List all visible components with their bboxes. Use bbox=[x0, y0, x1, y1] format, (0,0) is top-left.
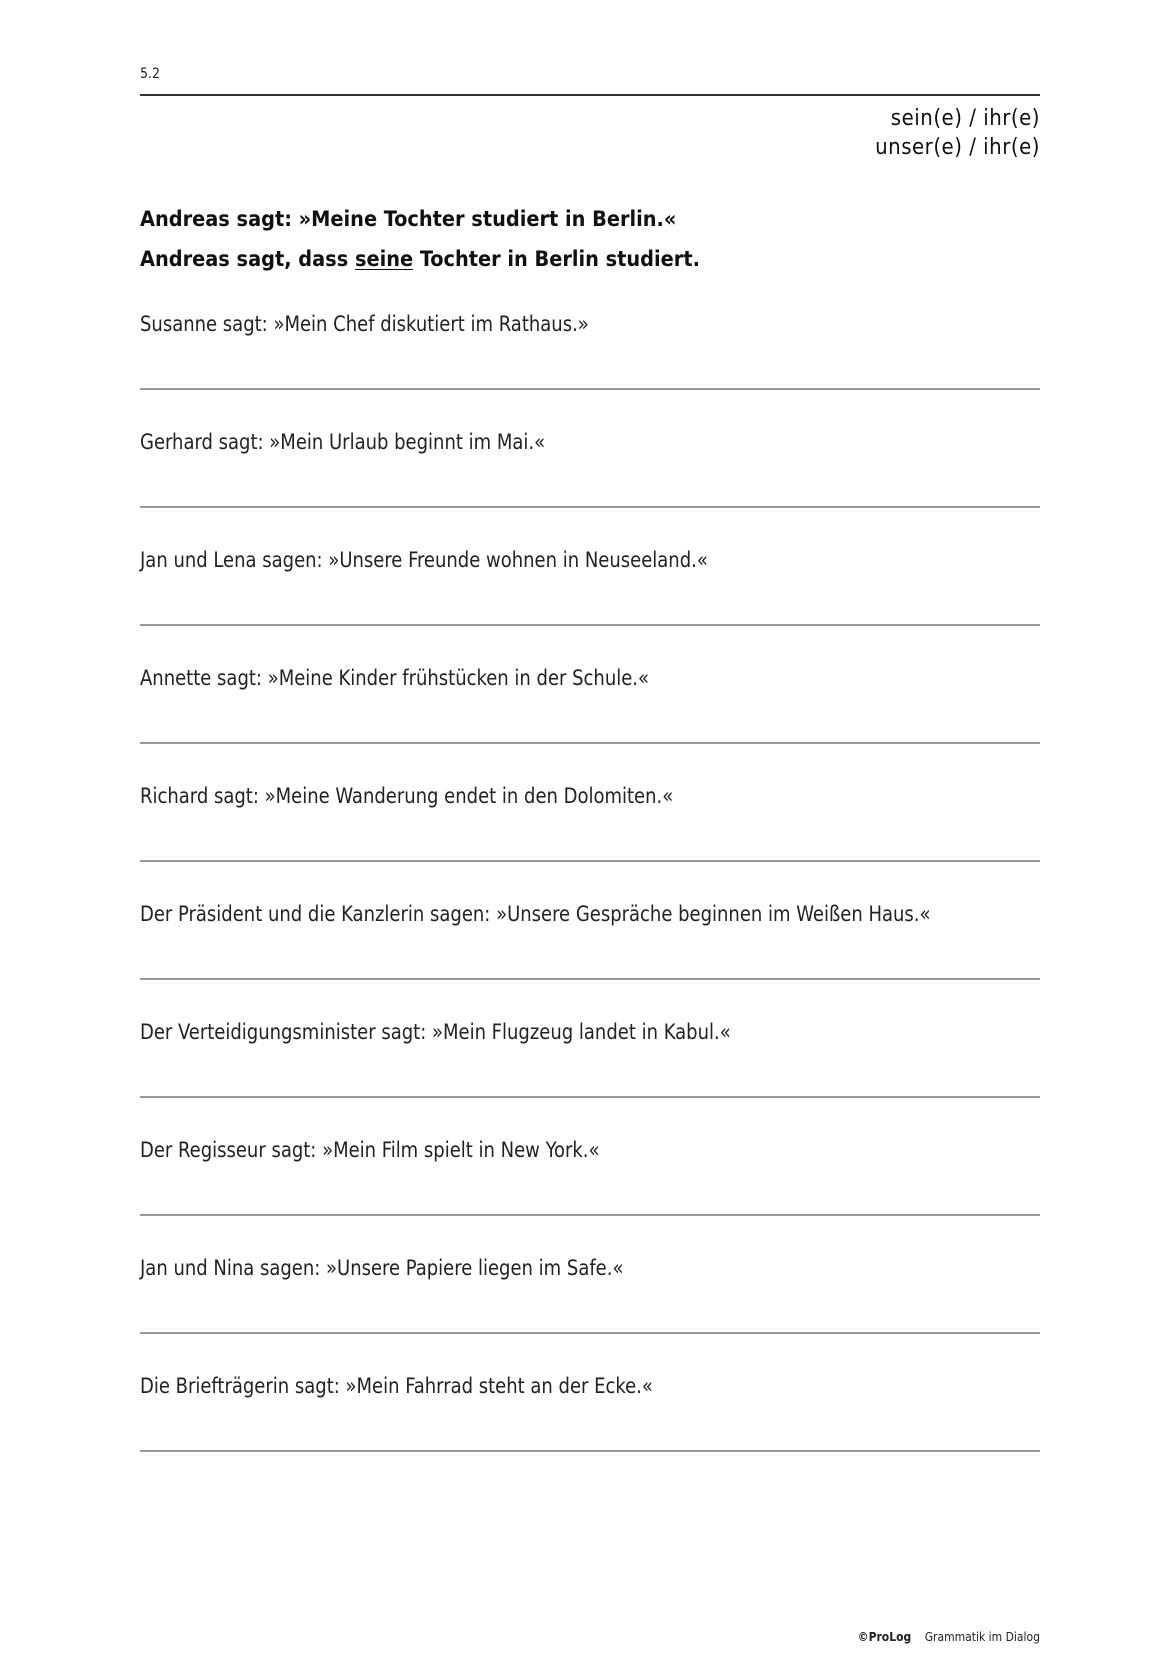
exercise-item bbox=[140, 902, 1040, 1020]
footer-title: Grammatik im Dialog bbox=[924, 1630, 1040, 1644]
header-rule bbox=[140, 94, 1040, 96]
exercise-item bbox=[140, 312, 1040, 430]
exercise-prompt: Der Regisseur sagt: »Mein Film spielt in New York.« bbox=[140, 1138, 600, 1163]
topic-heading bbox=[875, 104, 1040, 162]
exercise-item bbox=[140, 666, 1040, 784]
exercise-item bbox=[140, 1020, 1040, 1138]
exercise-prompt: Gerhard sagt: »Mein Urlaub beginnt im Mai.« bbox=[140, 430, 546, 455]
section-number: 5.2 bbox=[140, 66, 161, 82]
exercise-item bbox=[140, 1256, 1040, 1374]
exercise-prompt: Richard sagt: »Meine Wanderung endet in den Dolomiten.« bbox=[140, 784, 674, 809]
exercise-prompt: Die Briefträgerin sagt: »Mein Fahrrad steht an der Ecke.« bbox=[140, 1374, 653, 1399]
exercise-prompt: Jan und Lena sagen: »Unsere Freunde wohnen in Neuseeland.« bbox=[140, 548, 708, 573]
answer-line[interactable] bbox=[140, 624, 1040, 626]
exercise-prompt: Jan und Nina sagen: »Unsere Papiere liegen im Safe.« bbox=[140, 1256, 624, 1281]
answer-line[interactable] bbox=[140, 1332, 1040, 1334]
answer-line[interactable] bbox=[140, 388, 1040, 390]
exercise-prompt: Susanne sagt: »Mein Chef diskutiert im Rathaus.» bbox=[140, 312, 589, 337]
topic-line-1: sein(e) / ihr(e) bbox=[890, 106, 1040, 131]
footer bbox=[858, 1630, 1040, 1644]
exercise-prompt: Annette sagt: »Meine Kinder frühstücken in der Schule.« bbox=[140, 666, 650, 691]
exercise-prompt: Der Präsident und die Kanzlerin sagen: »Unsere Gespräche beginnen im Weißen Haus.« bbox=[140, 902, 931, 927]
topic-line-2: unser(e) / ihr(e) bbox=[875, 135, 1040, 160]
answer-line[interactable] bbox=[140, 506, 1040, 508]
footer-brand: ©ProLog bbox=[857, 1630, 912, 1644]
example-line-2-after: Tochter in Berlin studiert. bbox=[413, 247, 700, 272]
example-line-1: Andreas sagt: »Meine Tochter studiert in Berlin.« bbox=[140, 207, 677, 232]
exercise-prompt: Der Verteidigungsminister sagt: »Mein Flugzeug landet in Kabul.« bbox=[140, 1020, 731, 1045]
answer-line[interactable] bbox=[140, 1450, 1040, 1452]
answer-line[interactable] bbox=[140, 1214, 1040, 1216]
exercise-item bbox=[140, 784, 1040, 902]
example-line-2-before: Andreas sagt, dass bbox=[140, 247, 355, 272]
example-underlined-word: seine bbox=[354, 247, 414, 272]
exercise-item bbox=[140, 1374, 1040, 1492]
exercise-item bbox=[140, 548, 1040, 666]
example-line-2 bbox=[140, 240, 700, 280]
answer-line[interactable] bbox=[140, 978, 1040, 980]
answer-line[interactable] bbox=[140, 860, 1040, 862]
answer-line[interactable] bbox=[140, 742, 1040, 744]
exercise-item bbox=[140, 430, 1040, 548]
exercise-item bbox=[140, 1138, 1040, 1256]
answer-line[interactable] bbox=[140, 1096, 1040, 1098]
example-block bbox=[140, 200, 700, 280]
